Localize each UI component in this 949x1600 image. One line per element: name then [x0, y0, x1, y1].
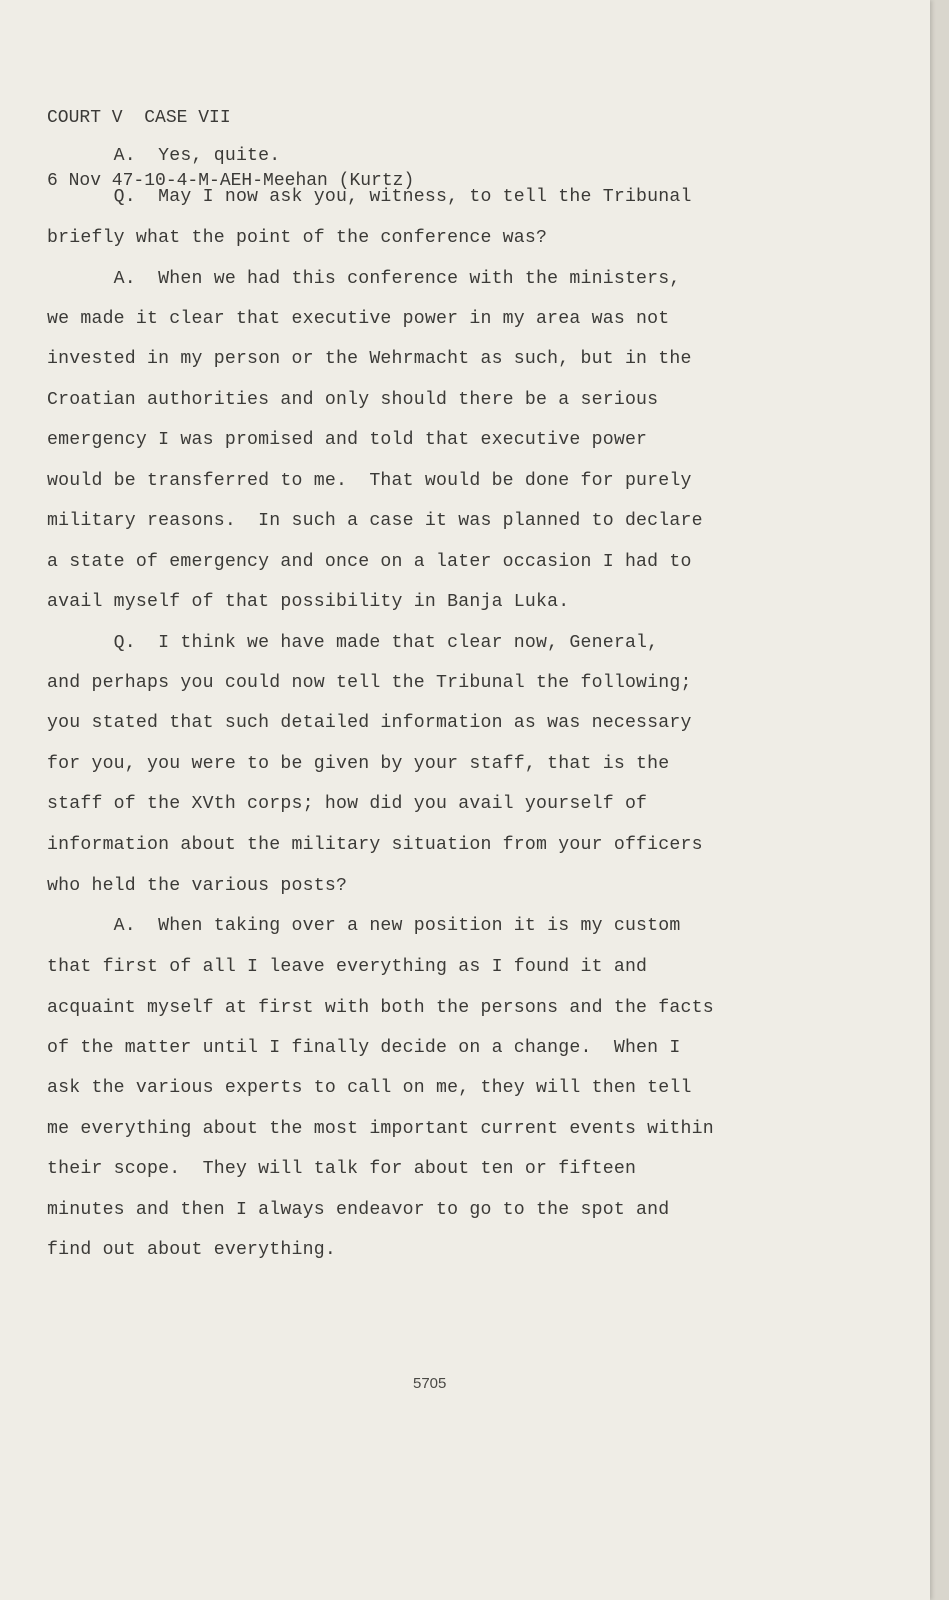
text-line: invested in my person or the Wehrmacht as such, but in the [47, 349, 692, 369]
text-line: who held the various posts? [47, 876, 348, 896]
court-case-line: COURT V CASE VII [47, 108, 231, 128]
text-line: their scope. They will talk for about ten or fifteen [47, 1159, 637, 1179]
text-line: Q. I think we have made that clear now, General, [47, 633, 659, 653]
text-line: you stated that such detailed information as was necessary [47, 713, 692, 733]
text-line: would be transferred to me. That would be done for purely [47, 471, 692, 491]
text-line: A. Yes, quite. [47, 146, 281, 166]
text-line: A. When taking over a new position it is my custom [47, 916, 681, 936]
text-line: Q. May I now ask you, witness, to tell the Tribunal [47, 187, 692, 207]
text-line: A. When we had this conference with the ministers, [47, 269, 681, 289]
text-line: acquaint myself at first with both the persons and the facts [47, 998, 714, 1018]
text-line: minutes and then I always endeavor to go to the spot and [47, 1200, 670, 1220]
session-reference-line: 6 Nov 47-10-4-M-AEH-Meehan (Kurtz) [47, 171, 415, 191]
text-line: emergency I was promised and told that executive power [47, 430, 648, 450]
text-line: and perhaps you could now tell the Tribunal the following; [47, 673, 692, 693]
text-line: of the matter until I finally decide on a change. When I [47, 1038, 681, 1058]
text-line: avail myself of that possibility in Banja Luka. [47, 592, 570, 612]
text-line: Croatian authorities and only should there be a serious [47, 390, 659, 410]
text-line: for you, you were to be given by your staff, that is the [47, 754, 670, 774]
text-line: find out about everything. [47, 1240, 336, 1260]
text-line: information about the military situation from your officers [47, 835, 703, 855]
text-line: briefly what the point of the conference was? [47, 228, 548, 248]
text-line: staff of the XVth corps; how did you avail yourself of [47, 794, 648, 814]
page-number: 5705 [413, 1375, 447, 1392]
text-line: we made it clear that executive power in my area was not [47, 309, 670, 329]
text-line: that first of all I leave everything as I found it and [47, 957, 648, 977]
text-line: a state of emergency and once on a later occasion I had to [47, 552, 692, 572]
text-line: ask the various experts to call on me, they will then tell [47, 1078, 692, 1098]
text-line: military reasons. In such a case it was planned to declare [47, 511, 703, 531]
text-line: me everything about the most important current events within [47, 1119, 714, 1139]
